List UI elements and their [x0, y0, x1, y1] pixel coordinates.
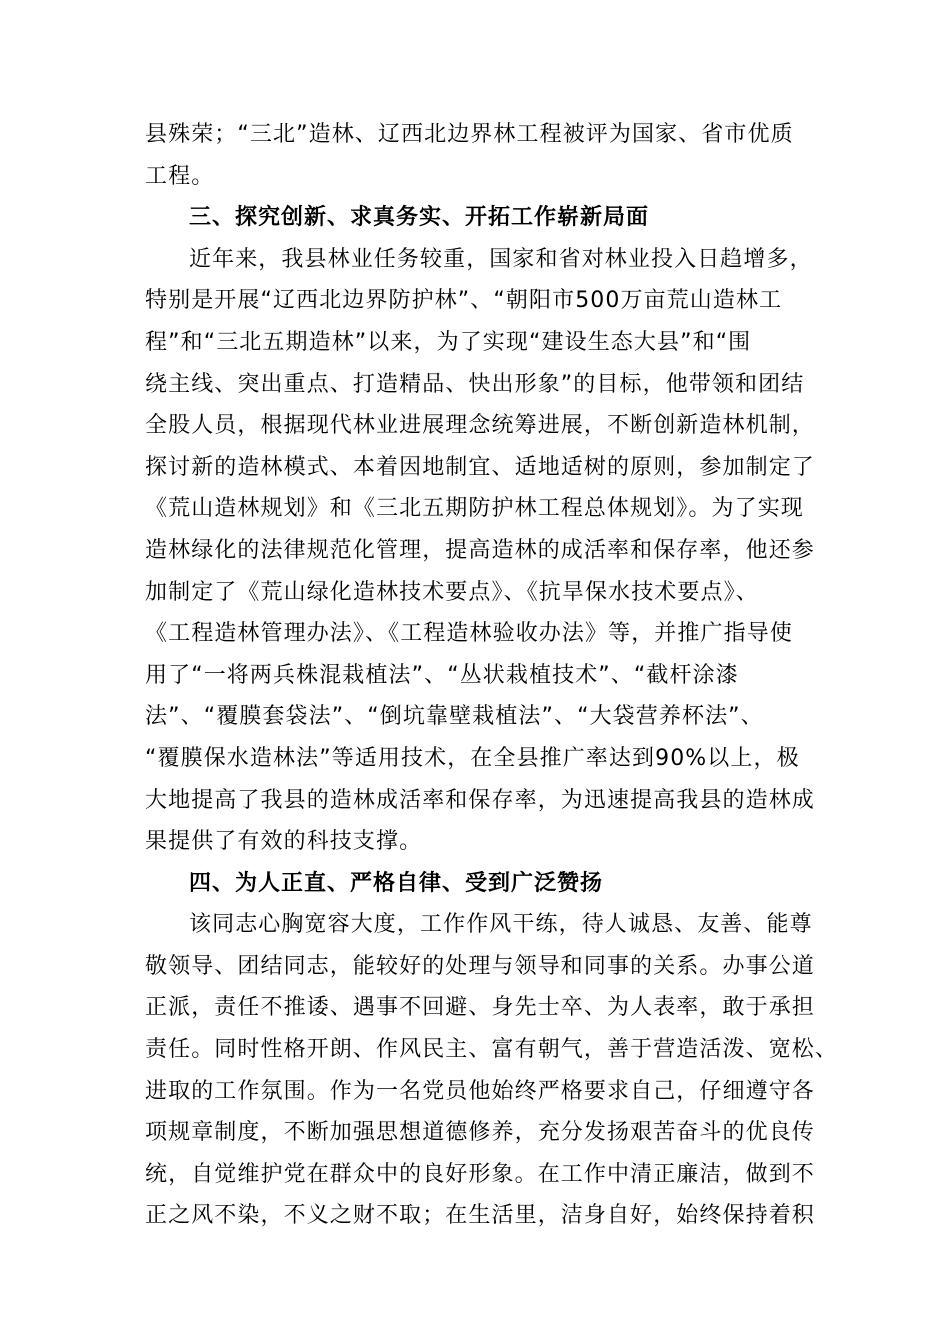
body-line: 《荒山造林规划》和《三北五期防护林工程总体规划》。为了实现 [145, 496, 804, 522]
body-line: 统，自觉维护党在群众中的良好形象。在工作中清正廉洁，做到不 [145, 1161, 815, 1187]
body-line: 探讨新的造林模式、本着因地制宜、适地适树的原则，参加制定了 [145, 454, 815, 480]
paragraph-first-line: 近年来，我县林业任务较重，国家和省对林业投入日趋增多， [189, 246, 813, 272]
body-line: 用了“一将两兵株混栽植法”、“丛状栽植技术”、“截杆涂漆 [145, 662, 739, 688]
body-line: 加制定了《荒山绿化造林技术要点》、《抗旱保水技术要点》、 [145, 579, 759, 605]
section-heading: 四、为人正直、严格自律、受到广泛赞扬 [189, 870, 604, 896]
body-line: “覆膜保水造林法”等适用技术，在全县推广率达到90%以上，极 [145, 745, 800, 771]
body-line: 特别是开展“辽西北边界防护林”、“朝阳市500万亩荒山造林工 [145, 288, 783, 314]
section-heading: 三、探究创新、求真务实、开拓工作崭新局面 [189, 205, 650, 231]
body-line: 程”和“三北五期造林”以来，为了实现“建设生态大县”和“围 [145, 329, 752, 355]
body-line: 项规章制度，不断加强思想道德修养，充分发扬艰苦奋斗的优良传 [145, 1120, 815, 1146]
body-line: 县殊荣；“三北”造林、辽西北边界林工程被评为国家、省市优质 [145, 122, 794, 147]
body-line: 敬领导、团结同志，能较好的处理与领导和同事的关系。办事公道 [145, 953, 815, 979]
document-page [145, 114, 839, 1237]
paragraph-first-line: 该同志心胸宽容大度，工作作风干练，待人诚恳、友善、能尊 [189, 912, 813, 938]
body-line: 大地提高了我县的造林成活率和保存率，为迅速提高我县的造林成 [145, 787, 815, 813]
body-line: 工程。 [145, 163, 215, 189]
body-line: 法”、“覆膜套袋法”、“倒坑靠壁栽植法”、“大袋营养杯法”、 [145, 704, 764, 730]
body-line: 绕主线、突出重点、打造精品、快出形象”的目标，他带领和团结 [145, 371, 805, 397]
body-line: 正之风不染，不义之财不取；在生活里，洁身自好，始终保持着积 [145, 1203, 815, 1229]
body-line: 造林绿化的法律规范化管理，提高造林的成活率和保存率，他还参 [145, 537, 815, 563]
body-line: 果提供了有效的科技支撑。 [145, 829, 423, 855]
body-line: 责任。同时性格开朗、作风民主、富有朝气，善于营造活泼、宽松、 [145, 1037, 839, 1063]
body-line: 全股人员，根据现代林业进展理念统筹进展，不断创新造林机制， [145, 413, 815, 439]
body-line: 《工程造林管理办法》、《工程造林验收办法》等，并推广指导使 [145, 621, 793, 647]
body-line: 进取的工作氛围。作为一名党员他始终严格要求自己，仔细遵守各 [145, 1078, 815, 1104]
body-line: 正派，责任不推诿、遇事不回避、身先士卒、为人表率，敢于承担 [145, 995, 815, 1021]
